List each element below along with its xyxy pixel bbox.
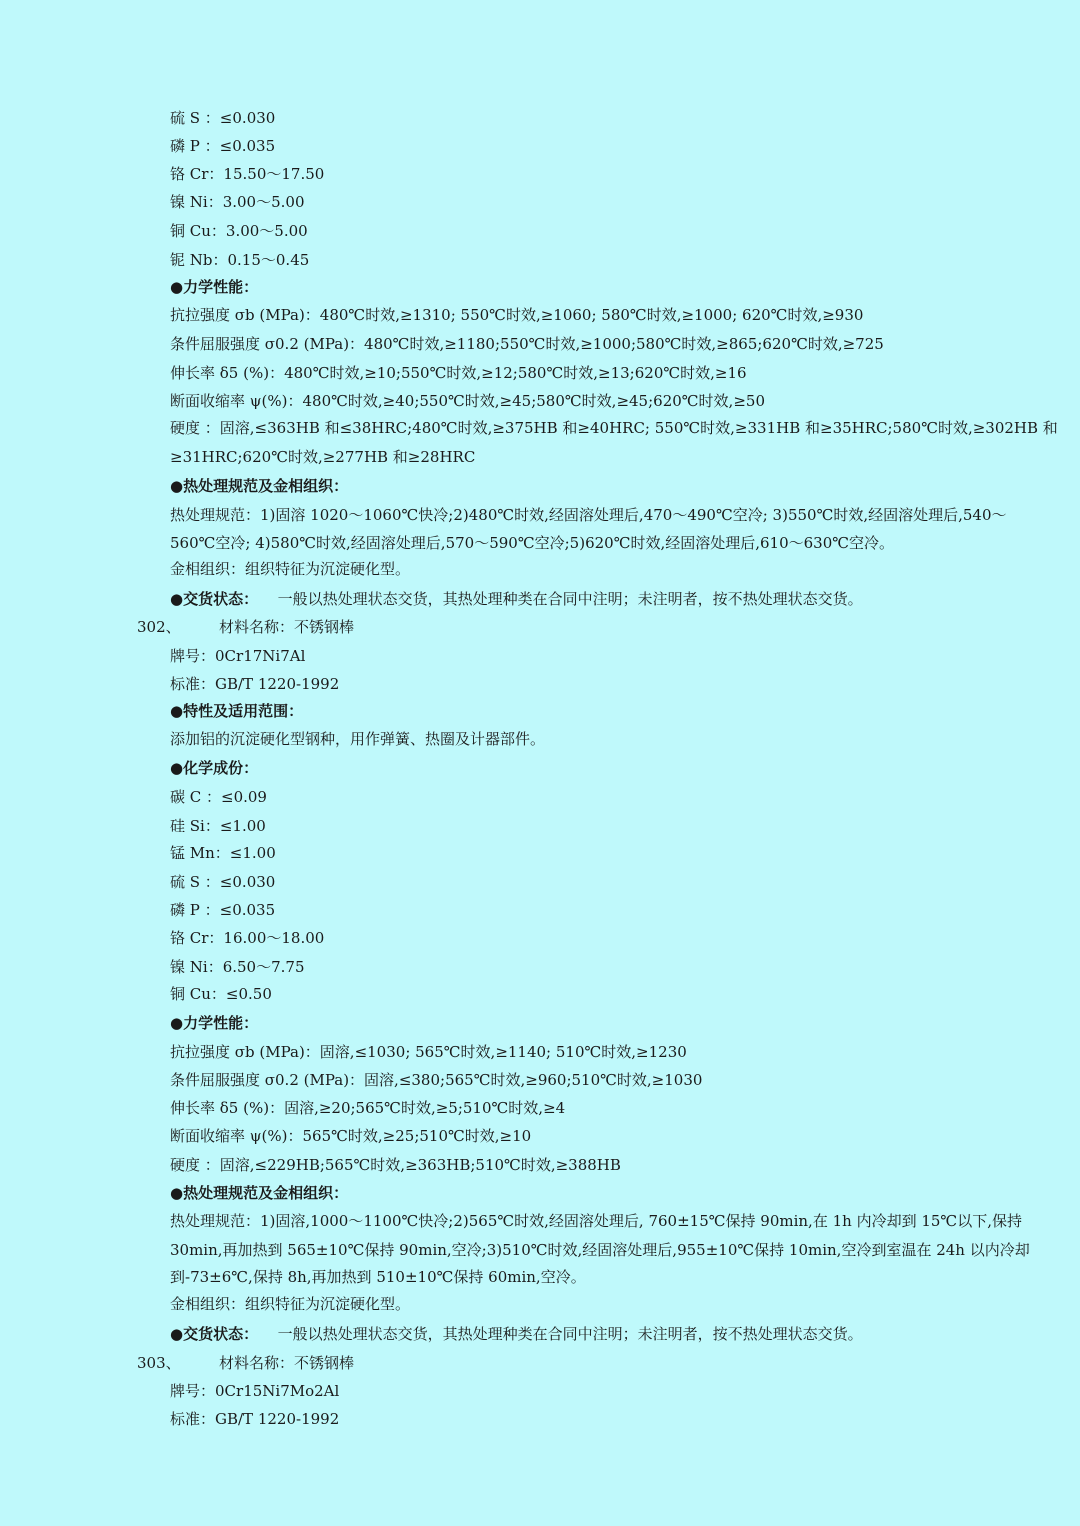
- chem-line: 碳 C ：≤0.09: [170, 788, 267, 806]
- hardness-line: 硬度 ：固溶,≤363HB 和≤38HRC;480℃时效,≥375HB 和≥40HRC; 550℃时效,≥331HB 和≥35HRC;580℃时效,≥302HB 和: [170, 419, 1058, 437]
- chem-line: 磷 P ：≤0.035: [170, 901, 276, 919]
- mech-line: 伸长率 δ5 (%)：固溶,≥20;565℃时效,≥5;510℃时效,≥4: [170, 1099, 566, 1117]
- item-number: 302、: [137, 618, 181, 636]
- chem-line: 铬 Cr：16.00～18.00: [170, 929, 325, 947]
- chem-line: 铜 Cu：≤0.50: [170, 985, 272, 1003]
- standard-line: 标准：GB/T 1220-1992: [170, 1410, 340, 1428]
- section-heading-heat: ●热处理规范及金相组织：: [170, 1184, 349, 1202]
- chem-line: 硫 S ：≤0.030: [170, 873, 276, 891]
- delivery-line: [170, 589, 1010, 609]
- metallography-line: 金相组织：组织特征为沉淀硬化型。: [170, 1295, 411, 1313]
- section-heading-mech: ●力学性能：: [170, 1014, 259, 1032]
- mech-line: 条件屈服强度 σ0.2 (MPa)：480℃时效,≥1180;550℃时效,≥1000;580℃时效,≥865;620℃时效,≥725: [170, 335, 884, 353]
- heat-line: 热处理规范：1)固溶 1020～1060℃快冷;2)480℃时效,经固溶处理后,470～490℃空冷; 3)550℃时效,经固溶处理后,540～: [170, 506, 1007, 524]
- grade-line: 牌号：0Cr15Ni7Mo2Al: [170, 1382, 340, 1400]
- standard-line: 标准：GB/T 1220-1992: [170, 675, 340, 693]
- chem-line: 铜 Cu：3.00～5.00: [170, 222, 308, 240]
- heat-line: 热处理规范：1)固溶,1000～1100℃快冷;2)565℃时效,经固溶处理后, 760±15℃保持 90min,在 1h 内冷却到 15℃以下,保持: [170, 1212, 1022, 1230]
- hardness-line: 硬度 ：固溶,≤229HB;565℃时效,≥363HB;510℃时效,≥388HB: [170, 1156, 621, 1174]
- chem-line: 磷 P ：≤0.035: [170, 137, 276, 155]
- feature-line: 添加铝的沉淀硬化型钢种，用作弹簧、热圈及计器部件。: [170, 730, 546, 748]
- heat-line: 560℃空冷; 4)580℃时效,经固溶处理后,570～590℃空冷;5)620℃时效,经固溶处理后,610～630℃空冷。: [170, 534, 895, 552]
- mech-line: 断面收缩率 ψ(%)：565℃时效,≥25;510℃时效,≥10: [170, 1127, 532, 1145]
- item-name: 材料名称：不锈钢棒: [219, 618, 355, 636]
- item-name: 材料名称：不锈钢棒: [219, 1354, 355, 1372]
- chem-line: 镍 Ni：6.50～7.75: [170, 958, 305, 976]
- section-heading-heat: ●热处理规范及金相组织：: [170, 477, 349, 495]
- chem-line: 硅 Si：≤1.00: [170, 817, 266, 835]
- mech-line: 伸长率 δ5 (%)：480℃时效,≥10;550℃时效,≥12;580℃时效,≥13;620℃时效,≥16: [170, 364, 747, 382]
- heat-line: 30min,再加热到 565±10℃保持 90min,空冷;3)510℃时效,经固溶处理后,955±10℃保持 10min,空冷到室温在 24h 以内冷却: [170, 1241, 1030, 1259]
- mech-line: 条件屈服强度 σ0.2 (MPa)：固溶,≤380;565℃时效,≥960;510℃时效,≥1030: [170, 1071, 703, 1089]
- chem-line: 铬 Cr：15.50～17.50: [170, 165, 325, 183]
- section-heading-mech: ●力学性能：: [170, 278, 259, 296]
- delivery-text: 一般以热处理状态交货，其热处理种类在合同中注明；未注明者，按不热处理状态交货。: [277, 590, 863, 608]
- chem-line: 锰 Mn：≤1.00: [170, 844, 276, 862]
- chem-line: 镍 Ni：3.00～5.00: [170, 193, 305, 211]
- section-heading-feature: ●特性及适用范围：: [170, 702, 304, 720]
- mech-line: 抗拉强度 σb (MPa)：固溶,≤1030; 565℃时效,≥1140; 510℃时效,≥1230: [170, 1043, 687, 1061]
- mech-line: 断面收缩率 ψ(%)：480℃时效,≥40;550℃时效,≥45;580℃时效,≥45;620℃时效,≥50: [170, 392, 765, 410]
- delivery-line: [170, 1324, 1010, 1344]
- mech-line: 抗拉强度 σb (MPa)：480℃时效,≥1310; 550℃时效,≥1060; 580℃时效,≥1000; 620℃时效,≥930: [170, 306, 864, 324]
- heat-line: 到-73±6℃,保持 8h,再加热到 510±10℃保持 60min,空冷。: [170, 1268, 586, 1286]
- chem-line: 硫 S ：≤0.030: [170, 109, 276, 127]
- metallography-line: 金相组织：组织特征为沉淀硬化型。: [170, 560, 411, 578]
- hardness-line: ≥31HRC;620℃时效,≥277HB 和≥28HRC: [170, 448, 476, 466]
- grade-line: 牌号：0Cr17Ni7Al: [170, 647, 306, 665]
- section-heading-chem: ●化学成份：: [170, 759, 259, 777]
- delivery-text: 一般以热处理状态交货，其热处理种类在合同中注明；未注明者，按不热处理状态交货。: [277, 1325, 863, 1343]
- delivery-heading: ●交货状态：: [170, 1325, 259, 1343]
- chem-line: 铌 Nb：0.15～0.45: [170, 251, 310, 269]
- item-number: 303、: [137, 1354, 181, 1372]
- delivery-heading: ●交货状态：: [170, 590, 259, 608]
